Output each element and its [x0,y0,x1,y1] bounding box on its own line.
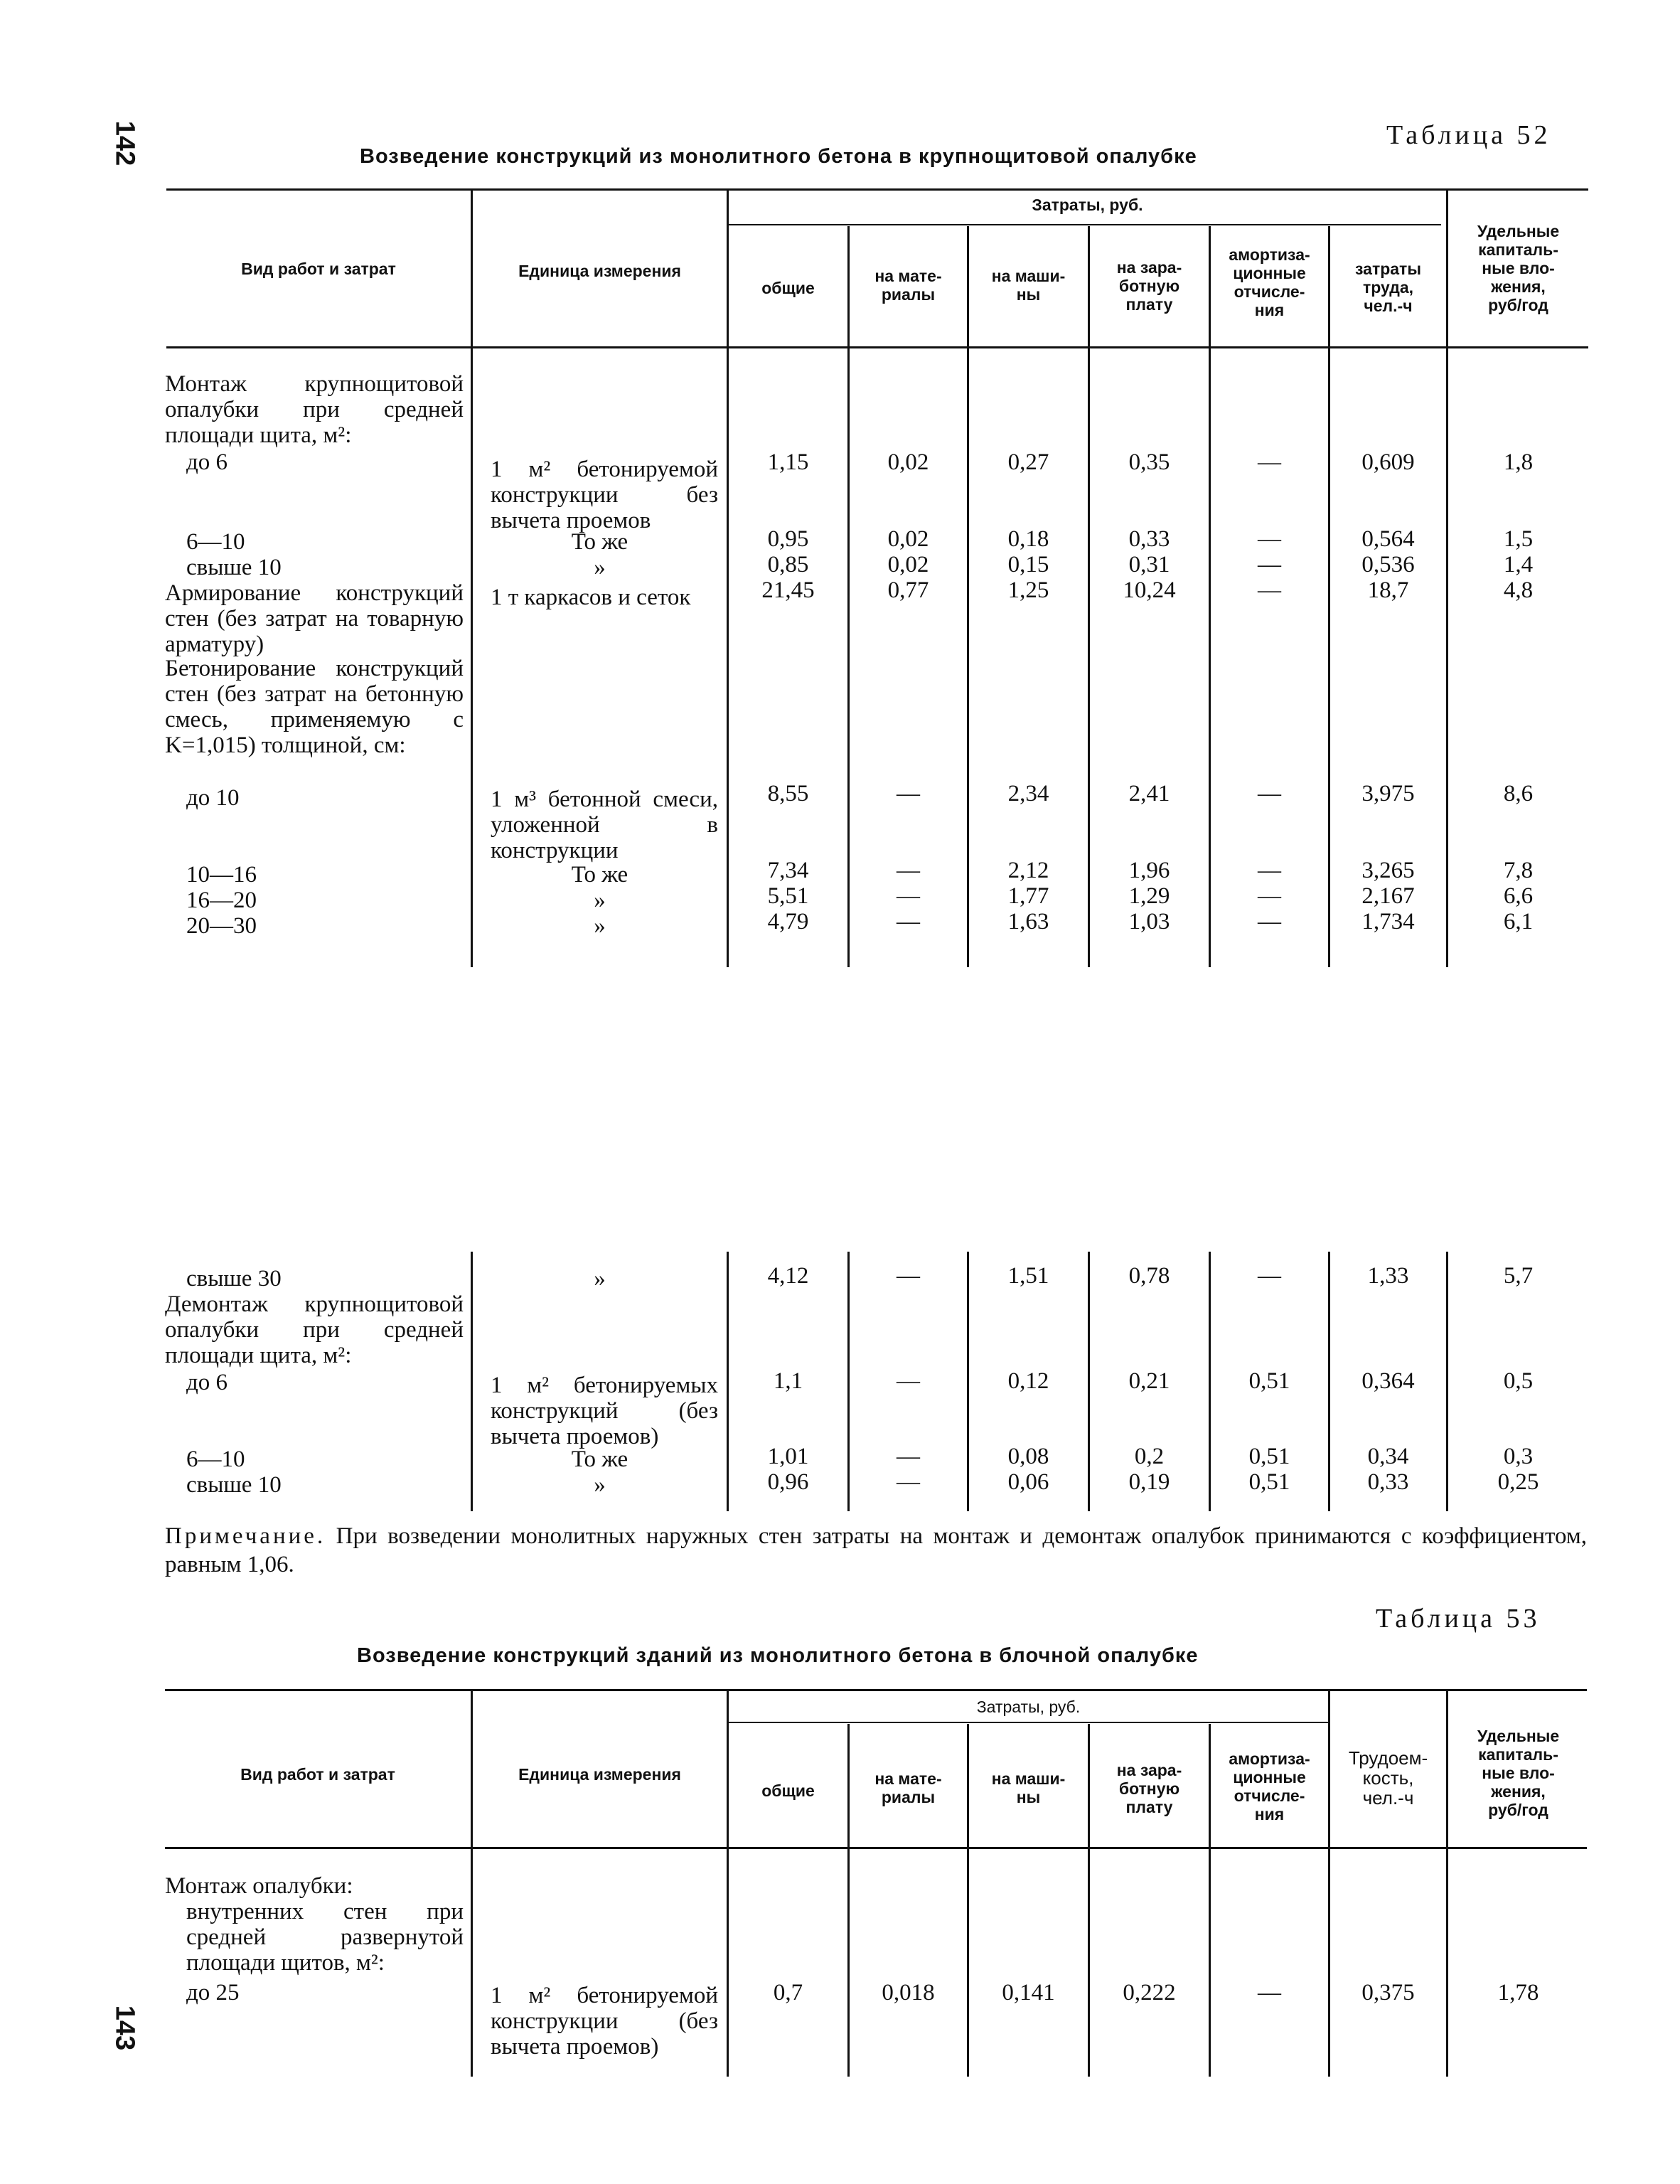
t53-hdr-labor: Трудоем- кость, чел.-ч [1348,1747,1428,1809]
table53-label: Таблица 53 [1376,1604,1541,1634]
page-number-bottom: 143 [109,2005,140,2051]
t52-r1-labor: 0,609 [1361,449,1415,475]
t52-r1-wages: 0,35 [1128,449,1170,475]
t52-r11-amort: 0,51 [1248,1444,1290,1469]
t52-r3-unit: » [594,555,606,580]
t53-body-v6 [1209,1849,1211,2077]
t52-r3-materials: 0,02 [887,552,929,577]
t52-r9-capital: 5,7 [1503,1263,1534,1289]
t52-r2-machines: 0,18 [1007,526,1049,552]
t52-r6-amort: — [1258,858,1281,883]
t52-r2-total: 0,95 [767,526,809,552]
t52-r10-label: до 6 [186,1370,228,1395]
t53-r1-wages: 0,222 [1123,1980,1176,2005]
t52-r2-unit: То же [571,529,628,555]
t52-r11-labor: 0,34 [1367,1444,1409,1469]
t52-r7-unit: » [594,888,606,913]
t52-r8-labor: 1,734 [1361,909,1415,934]
t52-hdr-labor: затраты труда, чел.-ч [1355,260,1421,315]
t52-hdr-machines: на маши- ны [991,267,1066,304]
t52-r6-machines: 2,12 [1007,858,1049,883]
t52-note-label: Примечание. [165,1523,326,1549]
t52-r3-wages: 0,31 [1128,552,1170,577]
t53-section1b-label: внутренних стен при средней развернутой площади щитов, м²: [186,1899,464,1976]
t53-body-v2 [727,1849,729,2077]
t52-r8-amort: — [1258,909,1281,934]
t52-note [165,1522,1587,1579]
t52-r12-amort: 0,51 [1248,1469,1290,1495]
t52-hdr-capital: Удельные капиталь- ные вло- жения, руб/год [1477,222,1560,314]
t52-section2-label: Бетонирование конструкций стен (без затрат на бетонную смесь, применяемую с K=1,015) толщиной, см: [165,656,464,758]
t52-r10-labor: 0,364 [1361,1368,1415,1394]
t52-r10-total: 1,1 [773,1368,803,1394]
t52-hdr-costs: Затраты, руб. [1032,196,1143,214]
t52-r2-labor: 0,564 [1361,526,1415,552]
t52-r5-unit: 1 м³ бетонной смеси, уложенной в конструкции [491,787,718,863]
t52-r2-materials: 0,02 [887,526,929,552]
t52-hdr-wages: на зара- ботную плату [1116,258,1182,314]
t52-reinforce-machines: 1,25 [1007,577,1049,603]
t53-hdr-capital: Удельные капиталь- ные вло- жения, руб/год [1477,1727,1560,1819]
t52-r9-unit: » [594,1266,606,1291]
t52-r11-total: 1,01 [767,1444,809,1469]
t53-r1-amort: — [1258,1980,1281,2005]
t52-r5-wages: 2,41 [1128,781,1170,806]
t53-hdr-costs: Затраты, руб. [976,1698,1081,1716]
t52-reinforce-capital: 4,8 [1503,577,1534,603]
t52-hdr-amort: амортиза- ционные отчисле- ния [1229,245,1310,319]
t52-r12-unit: » [594,1472,606,1498]
t52-r12-labor: 0,33 [1367,1469,1409,1495]
t52-r8-label: 20—30 [186,913,257,939]
t52-r6-total: 7,34 [767,858,809,883]
t52-r3-amort: — [1258,552,1281,577]
t52-r8-materials: — [897,909,920,934]
t52-reinforce-amort: — [1258,577,1281,603]
t52-r5-machines: 2,34 [1007,781,1049,806]
t52-reinforce-labor: 18,7 [1367,577,1409,603]
t52-r9-materials: — [897,1263,920,1289]
t52-note-text: При возведении монолитных наружных стен затраты на монтаж и демонтаж опалубок принимаются с коэффициентом, равным 1,06. [165,1523,1588,1577]
t52-r5-capital: 8,6 [1503,781,1534,806]
t52-r3-capital: 1,4 [1503,552,1534,577]
table52-label: Таблица 52 [1386,120,1551,150]
t53-body-v4 [967,1849,969,2077]
t52-reinforce-materials: 0,77 [887,577,929,603]
t52-r8-unit: » [594,913,606,939]
t53-top-rule [165,1689,1587,1691]
t52-r9-wages: 0,78 [1128,1263,1170,1289]
t52-r9-machines: 1,51 [1007,1263,1049,1289]
t52-r6-label: 10—16 [186,862,257,888]
t53-r1-total: 0,7 [773,1980,803,2005]
t52-r11-label: 6—10 [186,1447,245,1472]
t52-reinforce-total: 21,45 [761,577,815,603]
t52-r5-label: до 10 [186,785,240,811]
t53-body-v3 [847,1849,850,2077]
t52-r12-capital: 0,25 [1497,1469,1539,1495]
t52-r9-total: 4,12 [767,1263,809,1289]
t53-body-v5 [1088,1849,1090,2077]
t52-r8-machines: 1,63 [1007,909,1049,934]
t52-r5-total: 8,55 [767,781,809,806]
table53-title: Возведение конструкций зданий из монолитного бетона в блочной опалубке [357,1644,1199,1667]
t52-hdr-materials: на мате- риалы [874,267,942,304]
t52-r12-materials: — [897,1469,920,1495]
t52-r1-unit: 1 м² бетонируемой конструкции без вычета проемов [491,457,718,533]
t53-body-v8 [1446,1849,1448,2077]
t52-r5-materials: — [897,781,920,806]
t52-section1-label: Монтаж крупнощитовой опалубки при средней площади щита, м²: [165,371,464,448]
t52-r11-materials: — [897,1444,920,1469]
t52-r9-labor: 1,33 [1367,1263,1409,1289]
t53-header-bottom-rule [165,1847,1587,1849]
t52-reinforce-unit: 1 т каркасов и сеток [491,585,691,610]
t53-r1-capital: 1,78 [1497,1980,1539,2005]
t52-r6-wages: 1,96 [1128,858,1170,883]
t52-r10-materials: — [897,1368,920,1394]
t52-r11-capital: 0,3 [1503,1444,1534,1469]
t52-reinforce-label: Армирование конструкций стен (без затрат на товарную арматуру) [165,580,464,657]
t53-r1-machines: 0,141 [1002,1980,1055,2005]
t52-r2-wages: 0,33 [1128,526,1170,552]
t52-r6-materials: — [897,858,920,883]
t52-r5-labor: 3,975 [1361,781,1415,806]
t53-r1-materials: 0,018 [882,1980,935,2005]
t52-r11-machines: 0,08 [1007,1444,1049,1469]
t52-r10-unit: 1 м² бетонируемых конструкций (без вычета проемов) [491,1373,718,1449]
t52-header-bottom-rule [166,346,1588,348]
t53-hdr-unit: Единица измерения [518,1765,681,1784]
t52-r1-machines: 0,27 [1007,449,1049,475]
t52-top-rule [166,188,1588,191]
t53-r1-labor: 0,375 [1361,1980,1415,2005]
t52-costs-rule [728,224,1441,225]
t52-r7-labor: 2,167 [1361,883,1415,909]
t52-hdr-total: общие [761,279,815,297]
t52-hdr-unit: Единица измерения [518,262,681,280]
t52-section3-label: Демонтаж крупнощитовой опалубки при средней площади щита, м²: [165,1291,464,1368]
t52-r1-capital: 1,8 [1503,449,1534,475]
t53-hdr-total: общие [761,1781,815,1800]
t52-r6-unit: То же [571,862,628,888]
t52-r1-label: до 6 [186,449,228,475]
t52-r12-total: 0,96 [767,1469,809,1495]
t52-r3-total: 0,85 [767,552,809,577]
t52-r5-amort: — [1258,781,1281,806]
t52-r7-total: 5,51 [767,883,809,909]
t52-r1-amort: — [1258,449,1281,475]
t52-r10-wages: 0,21 [1128,1368,1170,1394]
t52-hdr-work: Вид работ и затрат [241,260,396,278]
t52-r6-labor: 3,265 [1361,858,1415,883]
t53-hdr-work: Вид работ и затрат [240,1765,395,1784]
t52-reinforce-wages: 10,24 [1123,577,1176,603]
t52-r10-amort: 0,51 [1248,1368,1290,1394]
page-number-top: 142 [109,120,140,166]
t52-r7-capital: 6,6 [1503,883,1534,909]
t52-r8-total: 4,79 [767,909,809,934]
t53-section1-label: Монтаж опалубки: [165,1873,353,1899]
t52-r2-capital: 1,5 [1503,526,1534,552]
t52-r8-wages: 1,03 [1128,909,1170,934]
t52-r3-labor: 0,536 [1361,552,1415,577]
t52-r1-total: 1,15 [767,449,809,475]
t52-r2-label: 6—10 [186,529,245,555]
t52-r12-label: свыше 10 [186,1472,282,1498]
t52-r7-label: 16—20 [186,888,257,913]
t52-r11-unit: То же [571,1447,628,1472]
t52-r10-capital: 0,5 [1503,1368,1534,1394]
t52-r2-amort: — [1258,526,1281,552]
t52-r12-wages: 0,19 [1128,1469,1170,1495]
t52-r10-machines: 0,12 [1007,1368,1049,1394]
t53-hdr-wages: на зара- ботную плату [1116,1761,1182,1816]
t53-r1-label: до 25 [186,1980,240,2005]
t52-r12-machines: 0,06 [1007,1469,1049,1495]
t53-costs-rule [728,1722,1328,1723]
t52-r7-machines: 1,77 [1007,883,1049,909]
t52-r9-amort: — [1258,1263,1281,1289]
t52-r11-wages: 0,2 [1134,1444,1165,1469]
t52-r3-label: свыше 10 [186,555,282,580]
t52-r3-machines: 0,15 [1007,552,1049,577]
t52-r7-amort: — [1258,883,1281,909]
t52-r6-capital: 7,8 [1503,858,1534,883]
t52-r8-capital: 6,1 [1503,909,1534,934]
table52-title: Возведение конструкций из монолитного бетона в крупнощитовой опалубке [360,145,1197,168]
t53-hdr-machines: на маши- ны [991,1769,1066,1806]
t52-r9-label: свыше 30 [186,1266,282,1291]
t52-r7-materials: — [897,883,920,909]
t53-hdr-materials: на мате- риалы [874,1769,942,1806]
t53-body-v7 [1328,1849,1330,2077]
t52-r1-materials: 0,02 [887,449,929,475]
t52-r7-wages: 1,29 [1128,883,1170,909]
t53-r1-unit: 1 м² бетонируемой конструкции (без вычета проемов) [491,1983,718,2060]
t53-body-v1 [471,1849,473,2077]
t53-hdr-amort: амортиза- ционные отчисле- ния [1229,1749,1310,1823]
